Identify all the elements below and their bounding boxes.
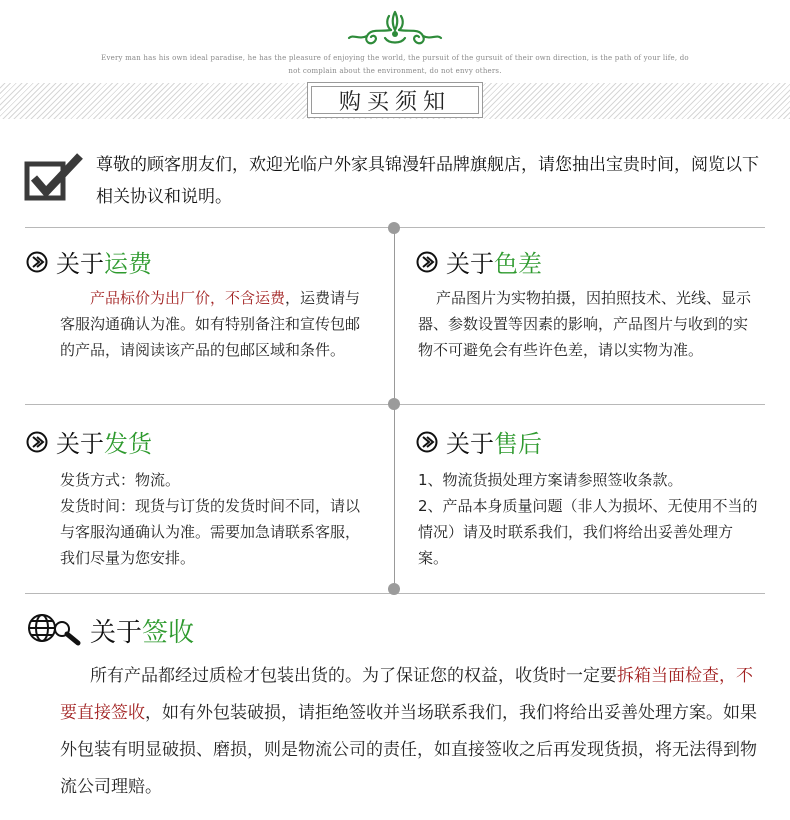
section-keyword: 色差	[494, 250, 542, 278]
sign-text-2: ，如有外包装破损，请拒绝签收并当场联系我们，我们将给出妥善处理方案。如果外包装有明显破损、磨损，则是物流公司的责任，如直接签收之后再发现货损，将无法得到物流公司理赔。	[60, 703, 757, 797]
section-prefix: 关于	[90, 618, 143, 648]
shipping-fee-text: ，运费请与客服沟通确认为准。如有特别备注和宣传包邮的产品，请阅读该产品的包邮区域和条件。	[60, 289, 361, 359]
section-heading-delivery	[26, 424, 152, 459]
sign-highlight: 拆箱当面检查，不要直接签收	[60, 666, 753, 723]
section-keyword: 运费	[104, 250, 152, 278]
after-sales-item-1: 1、物流货损处理方案请参照签收条款。	[418, 471, 683, 489]
page-title: 购买须知	[311, 86, 479, 114]
circle-arrow-icon	[26, 431, 48, 453]
delivery-time: 发货时间：现货与订货的发货时间不同，请以与客服沟通确认为准。需要加急请联系客服，我们尽量为您安排。	[60, 497, 361, 567]
section-heading-after-sales	[416, 424, 542, 459]
section-keyword: 签收	[142, 618, 195, 648]
section-body-delivery	[60, 467, 366, 571]
section-body-sign	[60, 658, 760, 806]
column-divider-top	[394, 228, 395, 404]
delivery-method: 发货方式：物流。	[60, 471, 181, 489]
globe-search-icon	[26, 612, 82, 646]
welcome-text: 尊敬的顾客朋友们，欢迎光临户外家具锦漫轩品牌旗舰店，请您抽出宝贵时间，阅览以下相关协议和说明。	[96, 155, 759, 207]
section-heading-color	[416, 244, 542, 279]
after-sales-item-2: 2、产品本身质量问题（非人为损坏、无使用不当的情况）请及时联系我们，我们将给出妥善处理方案。	[418, 497, 758, 567]
section-body-shipping-fee	[60, 285, 366, 363]
section-keyword: 发货	[104, 430, 152, 458]
shipping-fee-highlight: 产品标价为出厂价，不含运费	[90, 289, 286, 307]
section-body-color: 产品图片为实物拍摄，因拍照技术、光线、显示器、参数设置等因素的影响，产品图片与收到的实物不可避免会有些许色差，请以实物为准。	[418, 289, 752, 359]
title-box	[307, 82, 483, 118]
section-prefix: 关于	[446, 430, 494, 458]
section-prefix: 关于	[446, 250, 494, 278]
checkbox-check-icon	[24, 152, 84, 204]
circle-arrow-icon	[26, 251, 48, 273]
divider-dot	[388, 583, 400, 595]
section-keyword: 售后	[494, 430, 542, 458]
section-body-after-sales	[418, 467, 762, 571]
header-motto: Every man has his own ideal paradise, he has the pleasure of enjoying the world, the pursuit of the gursuit of their own direction, is the path of your life, do not complain about the environment, do not envy others.	[101, 54, 689, 75]
section-prefix: 关于	[56, 250, 104, 278]
section-prefix: 关于	[56, 430, 104, 458]
sign-text-1: 所有产品都经过质检才包装出货的。为了保证您的权益，收货时一定要	[90, 666, 617, 686]
circle-arrow-icon	[416, 431, 438, 453]
ornament-icon	[345, 8, 445, 50]
divider-dot	[388, 222, 400, 234]
column-divider-bottom	[394, 404, 395, 588]
divider-dot	[388, 398, 400, 410]
circle-arrow-icon	[416, 251, 438, 273]
section-heading-sign	[90, 612, 194, 649]
section-heading-shipping-fee	[26, 244, 152, 279]
